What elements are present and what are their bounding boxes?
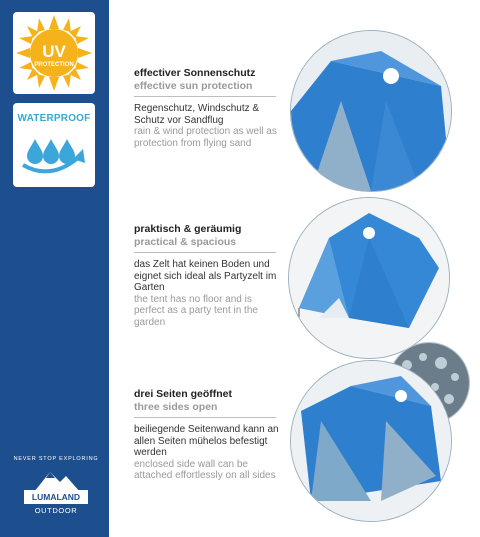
heading-de: drei Seiten geöffnet xyxy=(134,388,233,400)
lumaland-logo xyxy=(10,450,102,530)
waterproof-title: WATERPROOF xyxy=(17,113,91,124)
tent-image-closed xyxy=(290,30,452,192)
logo-tagline: NEVER STOP EXPLORING xyxy=(13,456,99,462)
body-en: the tent has no floor and is perfect as a party tent in the garden xyxy=(134,293,258,328)
tent-image-open xyxy=(288,197,450,359)
body-de: das Zelt hat keinen Boden und eignet sich ideal als Partyzelt im Garten xyxy=(134,259,277,293)
body-de: Regenschutz, Windschutz & Schutz vor Sandflug xyxy=(134,103,260,126)
water-drops-icon xyxy=(13,127,95,187)
section-three-sides xyxy=(134,388,284,482)
heading-de: praktisch & geräumig xyxy=(134,223,242,235)
section-sun-protection xyxy=(134,67,284,149)
sidebar xyxy=(0,0,109,537)
heading-en: practical & spacious xyxy=(134,236,276,253)
body-en: enclosed side wall can be attached effortlessly on all sides xyxy=(134,458,276,481)
heading-de: effectiver Sonnenschutz xyxy=(134,67,256,79)
uv-subtitle: PROTECTION xyxy=(34,62,74,68)
tent-image-sidewall xyxy=(290,360,452,522)
body-en: rain & wind protection as well as protection from flying sand xyxy=(134,126,277,149)
uv-badge xyxy=(13,12,95,94)
waterproof-badge xyxy=(13,103,95,187)
logo-name: LUMALAND xyxy=(24,490,88,504)
logo-sub: OUTDOOR xyxy=(34,506,78,515)
body-de: beiliegende Seitenwand kann an allen Seiten mühelos befestigt werden xyxy=(134,424,279,458)
section-spacious xyxy=(134,223,284,328)
uv-title: UV xyxy=(42,42,66,61)
heading-en: three sides open xyxy=(134,401,276,418)
heading-en: effective sun protection xyxy=(134,80,276,97)
